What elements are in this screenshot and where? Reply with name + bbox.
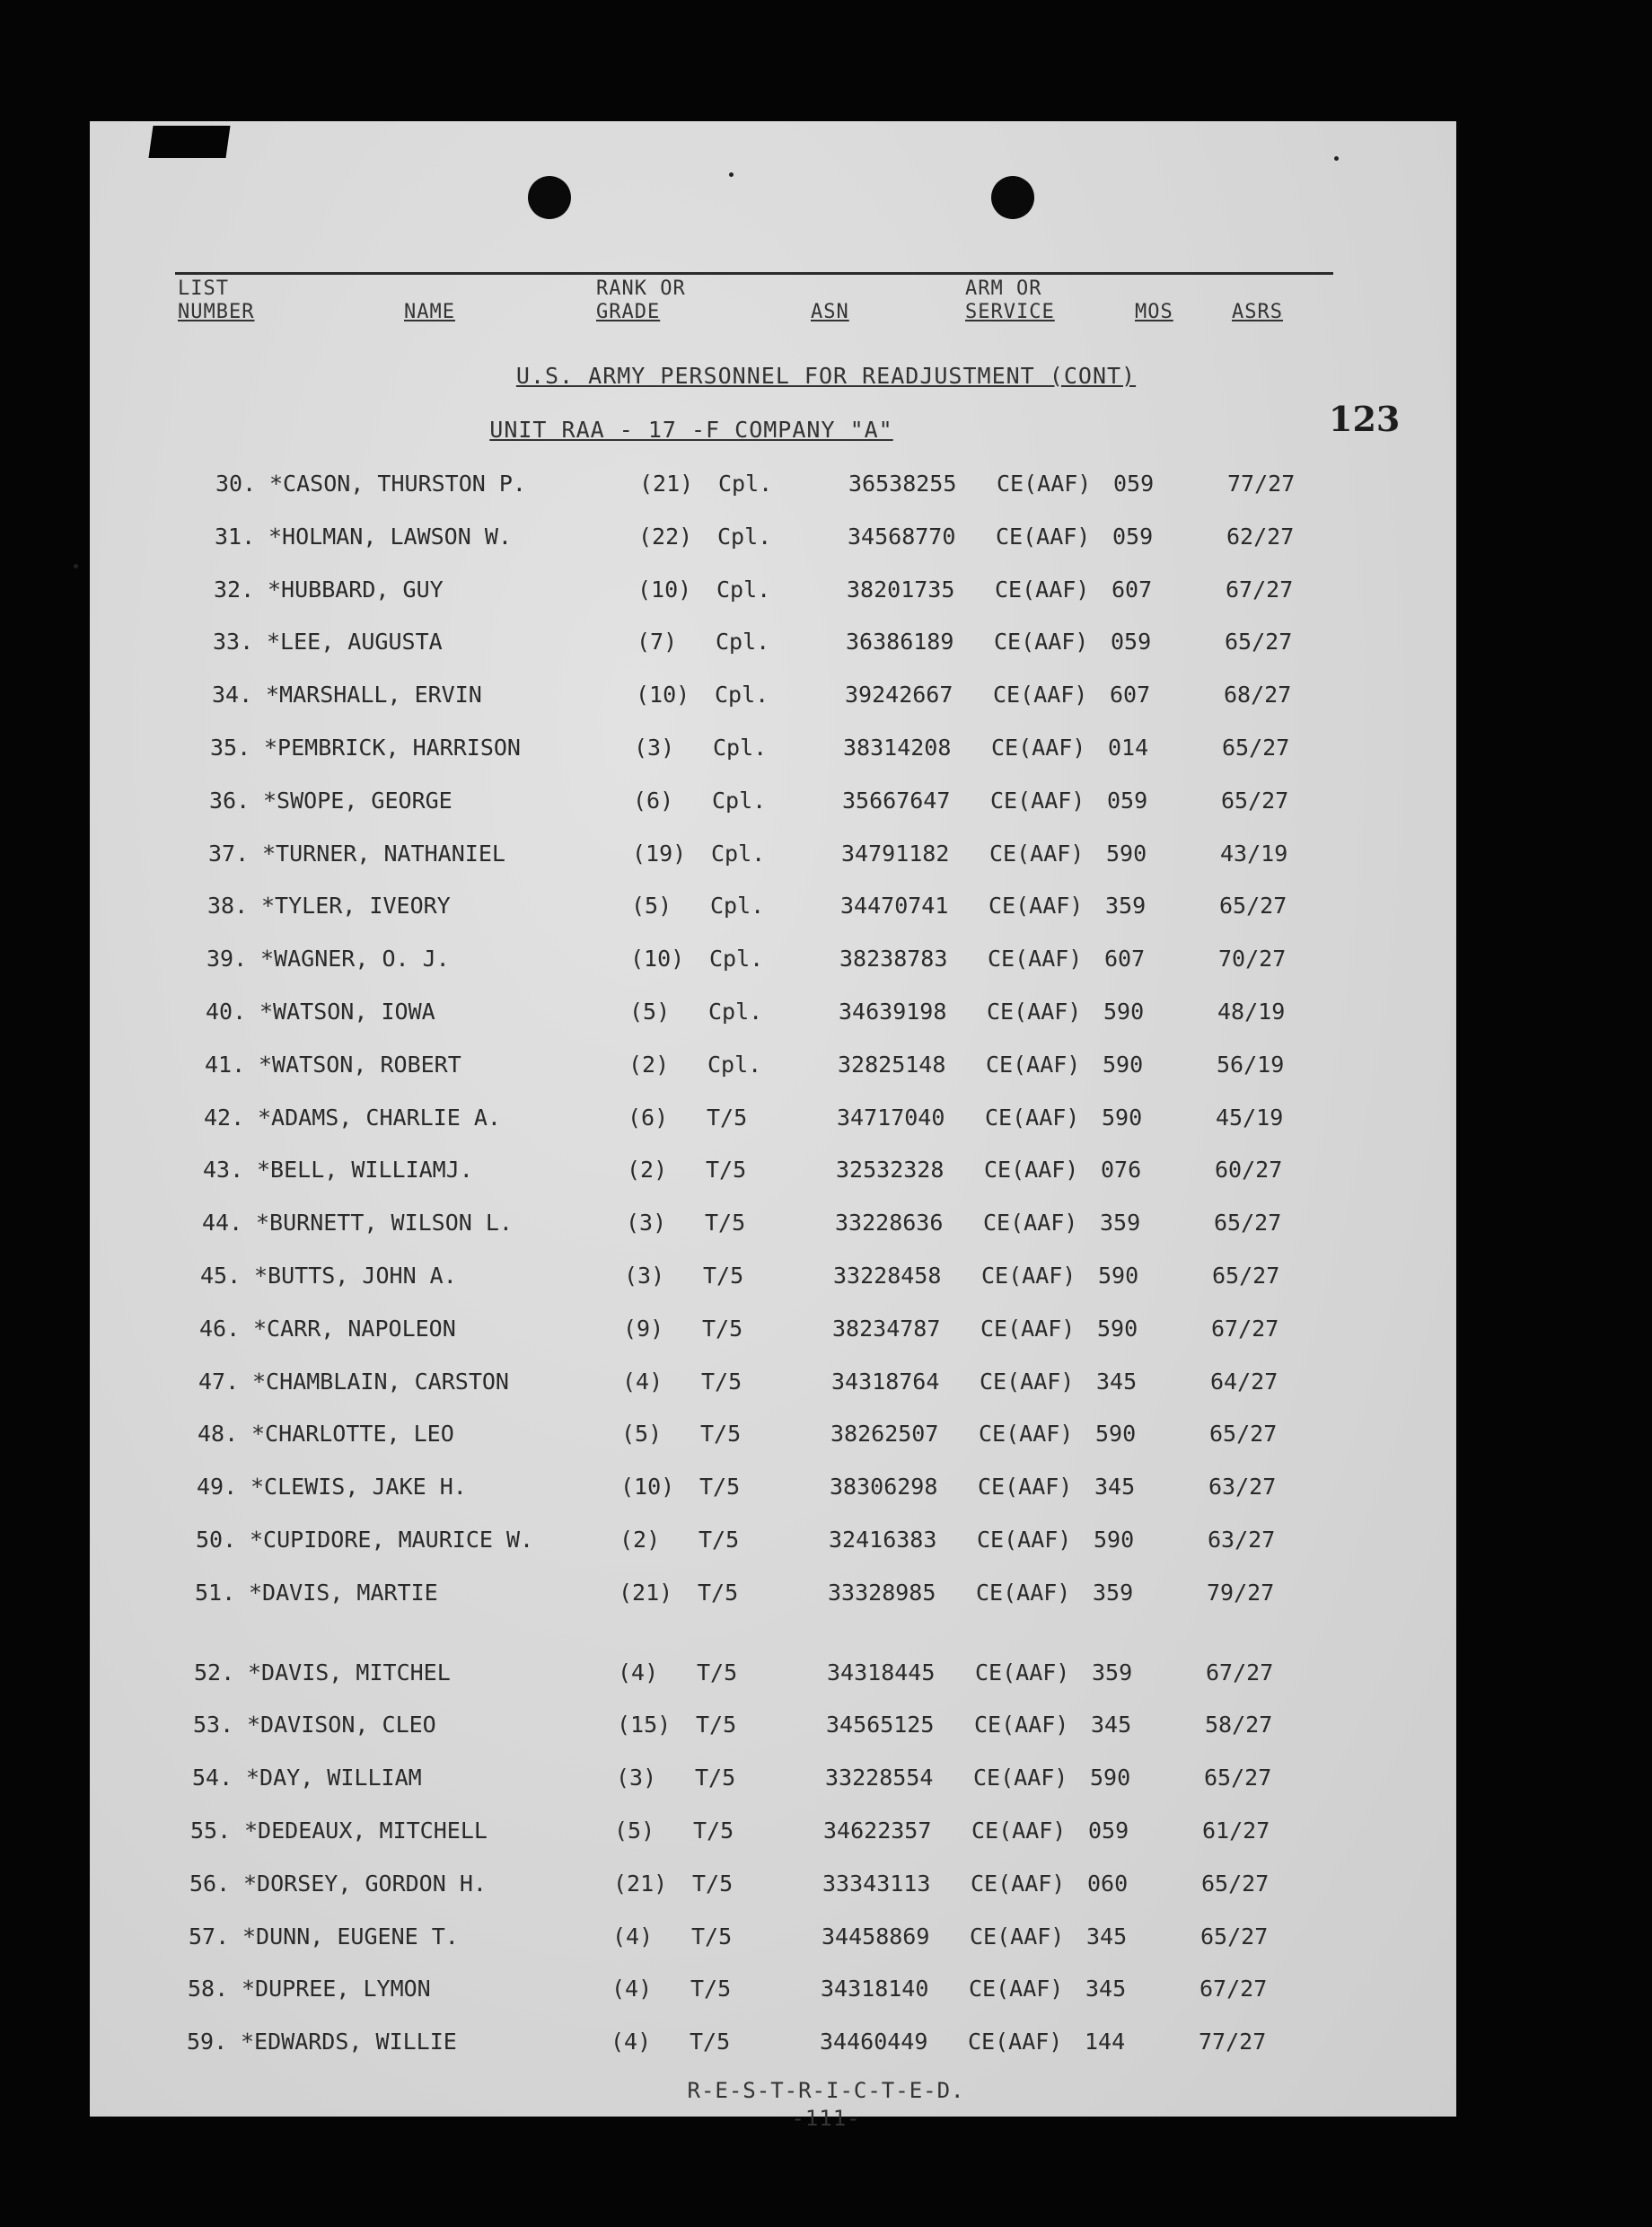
army-serial-number: 33228636 [835, 1210, 944, 1236]
asrs-score: 48/19 [1217, 999, 1286, 1025]
arm-service: CE(AAF) [994, 629, 1089, 655]
header-list-number: LIST NUMBER [178, 277, 255, 323]
punch-hole-left [528, 176, 571, 219]
list-number: 52. [194, 1659, 235, 1686]
table-row [0, 1655, 1652, 1691]
list-number: 56. [189, 1871, 231, 1897]
rank-grade: Cpl. [713, 735, 768, 761]
person-name: *BUTTS, JOHN A. [254, 1263, 457, 1289]
speck [729, 172, 734, 177]
army-serial-number: 32416383 [829, 1527, 937, 1553]
army-serial-number: 33328985 [828, 1580, 936, 1606]
arm-service: CE(AAF) [990, 788, 1085, 814]
arm-service: CE(AAF) [971, 1818, 1067, 1844]
asrs-score: 45/19 [1216, 1105, 1284, 1131]
arm-service: CE(AAF) [984, 1157, 1079, 1183]
table-row [0, 1522, 1652, 1558]
army-serial-number: 32532328 [836, 1157, 945, 1183]
arm-service: CE(AAF) [971, 1871, 1066, 1897]
mos-code: 359 [1092, 1659, 1133, 1686]
person-name: *DAVISON, CLEO [247, 1712, 436, 1738]
years-service: (6) [633, 788, 674, 814]
arm-service: CE(AAF) [997, 471, 1092, 497]
table-row [0, 783, 1652, 819]
arm-service: CE(AAF) [978, 1474, 1073, 1500]
years-service: (4) [611, 1976, 653, 2002]
person-name: *DUPREE, LYMON [242, 1976, 431, 2002]
header-arm-service: ARM OR SERVICE [965, 277, 1055, 323]
rank-grade: T/5 [691, 1923, 733, 1950]
header-top-rule [175, 272, 1333, 275]
arm-service: CE(AAF) [989, 841, 1085, 867]
rank-grade: T/5 [697, 1659, 738, 1686]
list-number: 50. [196, 1527, 237, 1553]
years-service: (3) [626, 1210, 667, 1236]
table-row [0, 1205, 1652, 1241]
years-service: (4) [618, 1659, 659, 1686]
years-service: (19) [632, 841, 687, 867]
person-name: *DAVIS, MITCHEL [248, 1659, 451, 1686]
army-serial-number: 34458869 [822, 1923, 930, 1950]
army-serial-number: 38314208 [843, 735, 952, 761]
list-number: 46. [199, 1316, 241, 1342]
person-name: *HUBBARD, GUY [268, 577, 444, 603]
rank-grade: T/5 [707, 1105, 748, 1131]
person-name: *PEMBRICK, HARRISON [264, 735, 521, 761]
table-row [0, 836, 1652, 872]
arm-service: CE(AAF) [975, 1659, 1070, 1686]
person-name: *WATSON, ROBERT [259, 1052, 461, 1078]
speck [74, 564, 78, 568]
rank-grade: T/5 [696, 1712, 737, 1738]
mos-code: 359 [1105, 893, 1147, 919]
page-number: 123 [1329, 399, 1401, 439]
years-service: (10) [636, 682, 690, 708]
rank-grade: Cpl. [710, 893, 765, 919]
speck [1334, 156, 1339, 161]
rank-grade: T/5 [705, 1210, 746, 1236]
army-serial-number: 34622357 [823, 1818, 932, 1844]
years-service: (15) [617, 1712, 672, 1738]
paper-corner-tab [148, 126, 230, 158]
arm-service: CE(AAF) [977, 1527, 1072, 1553]
list-number: 51. [195, 1580, 236, 1606]
mos-code: 059 [1113, 471, 1155, 497]
rank-grade: Cpl. [718, 471, 773, 497]
table-row [0, 994, 1652, 1030]
army-serial-number: 36386189 [846, 629, 954, 655]
list-number: 57. [189, 1923, 230, 1950]
arm-service: CE(AAF) [996, 524, 1091, 550]
table-row [0, 1152, 1652, 1188]
rank-grade: Cpl. [717, 524, 772, 550]
list-number: 31. [215, 524, 256, 550]
years-service: (6) [628, 1105, 669, 1131]
asrs-score: 43/19 [1220, 841, 1288, 867]
army-serial-number: 35667647 [842, 788, 951, 814]
asrs-score: 56/19 [1217, 1052, 1285, 1078]
table-row [0, 1707, 1652, 1743]
person-name: *TURNER, NATHANIEL [262, 841, 505, 867]
army-serial-number: 34470741 [840, 893, 949, 919]
list-number: 48. [198, 1421, 239, 1447]
classification-footer: R-E-S-T-R-I-C-T-E-D. [687, 2078, 965, 2103]
person-name: *EDWARDS, WILLIE [241, 2029, 457, 2055]
rank-grade: Cpl. [716, 577, 771, 603]
table-row [0, 941, 1652, 977]
army-serial-number: 34318764 [831, 1369, 940, 1395]
person-name: *CASON, THURSTON P. [269, 471, 526, 497]
rank-grade: T/5 [695, 1765, 736, 1791]
table-row [0, 1311, 1652, 1347]
years-service: (7) [637, 629, 678, 655]
asrs-score: 65/27 [1201, 1871, 1270, 1897]
rank-grade: T/5 [700, 1421, 742, 1447]
mos-code: 359 [1100, 1210, 1141, 1236]
asrs-score: 65/27 [1222, 735, 1290, 761]
rank-grade: T/5 [702, 1316, 743, 1342]
table-row [0, 1575, 1652, 1611]
list-number: 59. [187, 2029, 228, 2055]
years-service: (3) [624, 1263, 665, 1289]
years-service: (5) [629, 999, 671, 1025]
table-row [0, 1813, 1652, 1849]
person-name: *DAVIS, MARTIE [249, 1580, 438, 1606]
table-row [0, 1258, 1652, 1294]
list-number: 53. [193, 1712, 234, 1738]
table-row [0, 466, 1652, 502]
table-row [0, 519, 1652, 555]
table-row [0, 1364, 1652, 1400]
army-serial-number: 34318140 [821, 1976, 929, 2002]
rank-grade: T/5 [699, 1527, 740, 1553]
mos-code: 590 [1095, 1421, 1137, 1447]
list-number: 35. [210, 735, 251, 761]
document-title: U.S. ARMY PERSONNEL FOR READJUSTMENT (CONT) [515, 363, 1137, 389]
years-service: (3) [616, 1765, 657, 1791]
person-name: *CUPIDORE, MAURICE W. [250, 1527, 534, 1553]
army-serial-number: 33228554 [825, 1765, 934, 1791]
asrs-score: 77/27 [1227, 471, 1296, 497]
mos-code: 590 [1102, 1105, 1143, 1131]
list-number: 55. [190, 1818, 232, 1844]
table-row [0, 677, 1652, 713]
years-service: (10) [637, 577, 692, 603]
years-service: (21) [613, 1871, 668, 1897]
arm-service: CE(AAF) [969, 1976, 1064, 2002]
years-service: (5) [621, 1421, 663, 1447]
rank-grade: Cpl. [711, 841, 766, 867]
arm-service: CE(AAF) [981, 1263, 1076, 1289]
arm-service: CE(AAF) [985, 1105, 1080, 1131]
years-service: (10) [620, 1474, 675, 1500]
list-number: 43. [203, 1157, 244, 1183]
rank-grade: T/5 [699, 1474, 741, 1500]
asrs-score: 64/27 [1210, 1369, 1279, 1395]
arm-service: CE(AAF) [983, 1210, 1078, 1236]
list-number: 38. [207, 893, 249, 919]
rank-grade: T/5 [693, 1818, 734, 1844]
years-service: (4) [612, 1923, 654, 1950]
list-number: 54. [192, 1765, 233, 1791]
asrs-score: 63/27 [1208, 1527, 1276, 1553]
years-service: (9) [623, 1316, 664, 1342]
mos-code: 059 [1111, 629, 1152, 655]
list-number: 49. [197, 1474, 238, 1500]
asrs-score: 61/27 [1202, 1818, 1270, 1844]
mos-code: 014 [1108, 735, 1149, 761]
arm-service: CE(AAF) [991, 735, 1086, 761]
person-name: *HOLMAN, LAWSON W. [268, 524, 512, 550]
punch-hole-right [991, 176, 1034, 219]
table-row [0, 1866, 1652, 1902]
asrs-score: 65/27 [1212, 1263, 1280, 1289]
person-name: *DORSEY, GORDON H. [243, 1871, 487, 1897]
person-name: *CLEWIS, JAKE H. [250, 1474, 467, 1500]
mos-code: 059 [1112, 524, 1154, 550]
table-row [0, 2024, 1652, 2060]
asrs-score: 70/27 [1218, 946, 1287, 972]
arm-service: CE(AAF) [979, 1421, 1074, 1447]
years-service: (10) [630, 946, 685, 972]
arm-service: CE(AAF) [988, 946, 1083, 972]
list-number: 45. [200, 1263, 242, 1289]
arm-service: CE(AAF) [980, 1316, 1076, 1342]
asrs-score: 65/27 [1219, 893, 1287, 919]
asrs-score: 67/27 [1206, 1659, 1274, 1686]
person-name: *TYLER, IVEORY [261, 893, 451, 919]
years-service: (21) [639, 471, 694, 497]
asrs-score: 63/27 [1208, 1474, 1277, 1500]
rank-grade: Cpl. [708, 999, 763, 1025]
list-number: 33. [213, 629, 254, 655]
mos-code: 059 [1088, 1818, 1129, 1844]
army-serial-number: 36538255 [848, 471, 957, 497]
person-name: *SWOPE, GEORGE [263, 788, 453, 814]
army-serial-number: 39242667 [845, 682, 953, 708]
arm-service: CE(AAF) [987, 999, 1082, 1025]
person-name: *WATSON, IOWA [259, 999, 435, 1025]
rank-grade: Cpl. [715, 682, 769, 708]
header-asrs: ASRS [1232, 301, 1283, 323]
army-serial-number: 34639198 [839, 999, 947, 1025]
years-service: (5) [614, 1818, 655, 1844]
years-service: (5) [631, 893, 672, 919]
army-serial-number: 38201735 [847, 577, 955, 603]
list-number: 44. [202, 1210, 243, 1236]
army-serial-number: 38262507 [830, 1421, 939, 1447]
person-name: *DUNN, EUGENE T. [242, 1923, 459, 1950]
list-number: 36. [209, 788, 250, 814]
army-serial-number: 34460449 [820, 2029, 928, 2055]
arm-service: CE(AAF) [989, 893, 1084, 919]
asrs-score: 62/27 [1226, 524, 1295, 550]
arm-service: CE(AAF) [976, 1580, 1071, 1606]
army-serial-number: 34318445 [827, 1659, 936, 1686]
table-row [0, 1100, 1652, 1136]
person-name: *ADAMS, CHARLIE A. [258, 1105, 501, 1131]
list-number: 58. [188, 1976, 229, 2002]
table-row [0, 1760, 1652, 1796]
army-serial-number: 34568770 [848, 524, 956, 550]
header-rank-grade: RANK OR GRADE [596, 277, 686, 323]
list-number: 40. [206, 999, 247, 1025]
mos-code: 590 [1098, 1263, 1139, 1289]
asrs-score: 65/27 [1225, 629, 1293, 655]
asrs-score: 65/27 [1200, 1923, 1269, 1950]
list-number: 41. [205, 1052, 246, 1078]
list-number: 32. [214, 577, 255, 603]
rank-grade: T/5 [698, 1580, 739, 1606]
army-serial-number: 33343113 [822, 1871, 931, 1897]
person-name: *MARSHALL, ERVIN [266, 682, 482, 708]
mos-code: 060 [1087, 1871, 1129, 1897]
mos-code: 590 [1106, 841, 1147, 867]
header-mos: MOS [1135, 301, 1173, 323]
army-serial-number: 38306298 [830, 1474, 938, 1500]
table-row [0, 730, 1652, 766]
army-serial-number: 34791182 [841, 841, 950, 867]
person-name: *DEDEAUX, MITCHELL [244, 1818, 488, 1844]
person-name: *CHAMBLAIN, CARSTON [252, 1369, 509, 1395]
years-service: (2) [620, 1527, 661, 1553]
rank-grade: T/5 [706, 1157, 747, 1183]
arm-service: CE(AAF) [968, 2029, 1063, 2055]
years-service: (21) [619, 1580, 673, 1606]
header-asn: ASN [811, 301, 849, 323]
army-serial-number: 32825148 [838, 1052, 946, 1078]
rank-grade: T/5 [690, 2029, 731, 2055]
years-service: (4) [611, 2029, 652, 2055]
mos-code: 345 [1086, 1923, 1128, 1950]
mos-code: 076 [1101, 1157, 1142, 1183]
person-name: *BURNETT, WILSON L. [256, 1210, 513, 1236]
years-service: (2) [628, 1052, 670, 1078]
asrs-score: 65/27 [1204, 1765, 1272, 1791]
rank-grade: Cpl. [707, 1052, 762, 1078]
mos-code: 607 [1104, 946, 1146, 972]
asrs-score: 77/27 [1199, 2029, 1267, 2055]
list-number: 37. [208, 841, 250, 867]
mos-code: 590 [1103, 999, 1145, 1025]
header-name: NAME [404, 301, 455, 323]
page-marker-footer: -111- [791, 2106, 861, 2131]
list-number: 34. [212, 682, 253, 708]
rank-grade: T/5 [690, 1976, 732, 2002]
list-number: 47. [198, 1369, 240, 1395]
person-name: *BELL, WILLIAMJ. [257, 1157, 473, 1183]
arm-service: CE(AAF) [970, 1923, 1065, 1950]
years-service: (22) [638, 524, 693, 550]
mos-code: 359 [1093, 1580, 1134, 1606]
mos-code: 590 [1090, 1765, 1131, 1791]
mos-code: 345 [1085, 1976, 1127, 2002]
army-serial-number: 38234787 [832, 1316, 941, 1342]
years-service: (4) [622, 1369, 663, 1395]
mos-code: 607 [1110, 682, 1151, 708]
mos-code: 607 [1112, 577, 1153, 603]
mos-code: 144 [1085, 2029, 1126, 2055]
mos-code: 345 [1094, 1474, 1136, 1500]
mos-code: 590 [1097, 1316, 1138, 1342]
rank-grade: T/5 [703, 1263, 744, 1289]
arm-service: CE(AAF) [986, 1052, 1081, 1078]
army-serial-number: 33228458 [833, 1263, 942, 1289]
rank-grade: Cpl. [709, 946, 764, 972]
rank-grade: Cpl. [712, 788, 767, 814]
mos-code: 590 [1094, 1527, 1135, 1553]
asrs-score: 65/27 [1221, 788, 1289, 814]
rank-grade: T/5 [701, 1369, 743, 1395]
person-name: *CARR, NAPOLEON [253, 1316, 456, 1342]
mos-code: 345 [1091, 1712, 1132, 1738]
list-number: 30. [215, 471, 257, 497]
asrs-score: 68/27 [1224, 682, 1292, 708]
army-serial-number: 38238783 [839, 946, 948, 972]
asrs-score: 58/27 [1205, 1712, 1273, 1738]
table-row [0, 1469, 1652, 1505]
table-row [0, 1416, 1652, 1452]
years-service: (3) [634, 735, 675, 761]
years-service: (2) [627, 1157, 668, 1183]
list-number: 39. [206, 946, 248, 972]
mos-code: 590 [1103, 1052, 1144, 1078]
asrs-score: 67/27 [1226, 577, 1294, 603]
asrs-score: 67/27 [1199, 1976, 1268, 2002]
mos-code: 345 [1096, 1369, 1138, 1395]
mos-code: 059 [1107, 788, 1148, 814]
arm-service: CE(AAF) [995, 577, 1090, 603]
army-serial-number: 34565125 [826, 1712, 935, 1738]
asrs-score: 65/27 [1214, 1210, 1282, 1236]
arm-service: CE(AAF) [974, 1712, 1069, 1738]
table-row [0, 572, 1652, 608]
table-row [0, 1047, 1652, 1083]
person-name: *LEE, AUGUSTA [267, 629, 443, 655]
arm-service: CE(AAF) [980, 1369, 1075, 1395]
table-row [0, 1919, 1652, 1955]
rank-grade: T/5 [692, 1871, 734, 1897]
person-name: *CHARLOTTE, LEO [251, 1421, 454, 1447]
rank-grade: Cpl. [716, 629, 770, 655]
asrs-score: 65/27 [1209, 1421, 1278, 1447]
army-serial-number: 34717040 [837, 1105, 945, 1131]
table-row [0, 1971, 1652, 2007]
table-row [0, 624, 1652, 660]
list-number: 42. [204, 1105, 245, 1131]
table-row [0, 888, 1652, 924]
person-name: *DAY, WILLIAM [246, 1765, 422, 1791]
arm-service: CE(AAF) [973, 1765, 1068, 1791]
person-name: *WAGNER, O. J. [260, 946, 450, 972]
asrs-score: 60/27 [1215, 1157, 1283, 1183]
arm-service: CE(AAF) [993, 682, 1088, 708]
unit-title: UNIT RAA - 17 -F COMPANY "A" [489, 417, 893, 443]
asrs-score: 79/27 [1207, 1580, 1275, 1606]
asrs-score: 67/27 [1211, 1316, 1279, 1342]
